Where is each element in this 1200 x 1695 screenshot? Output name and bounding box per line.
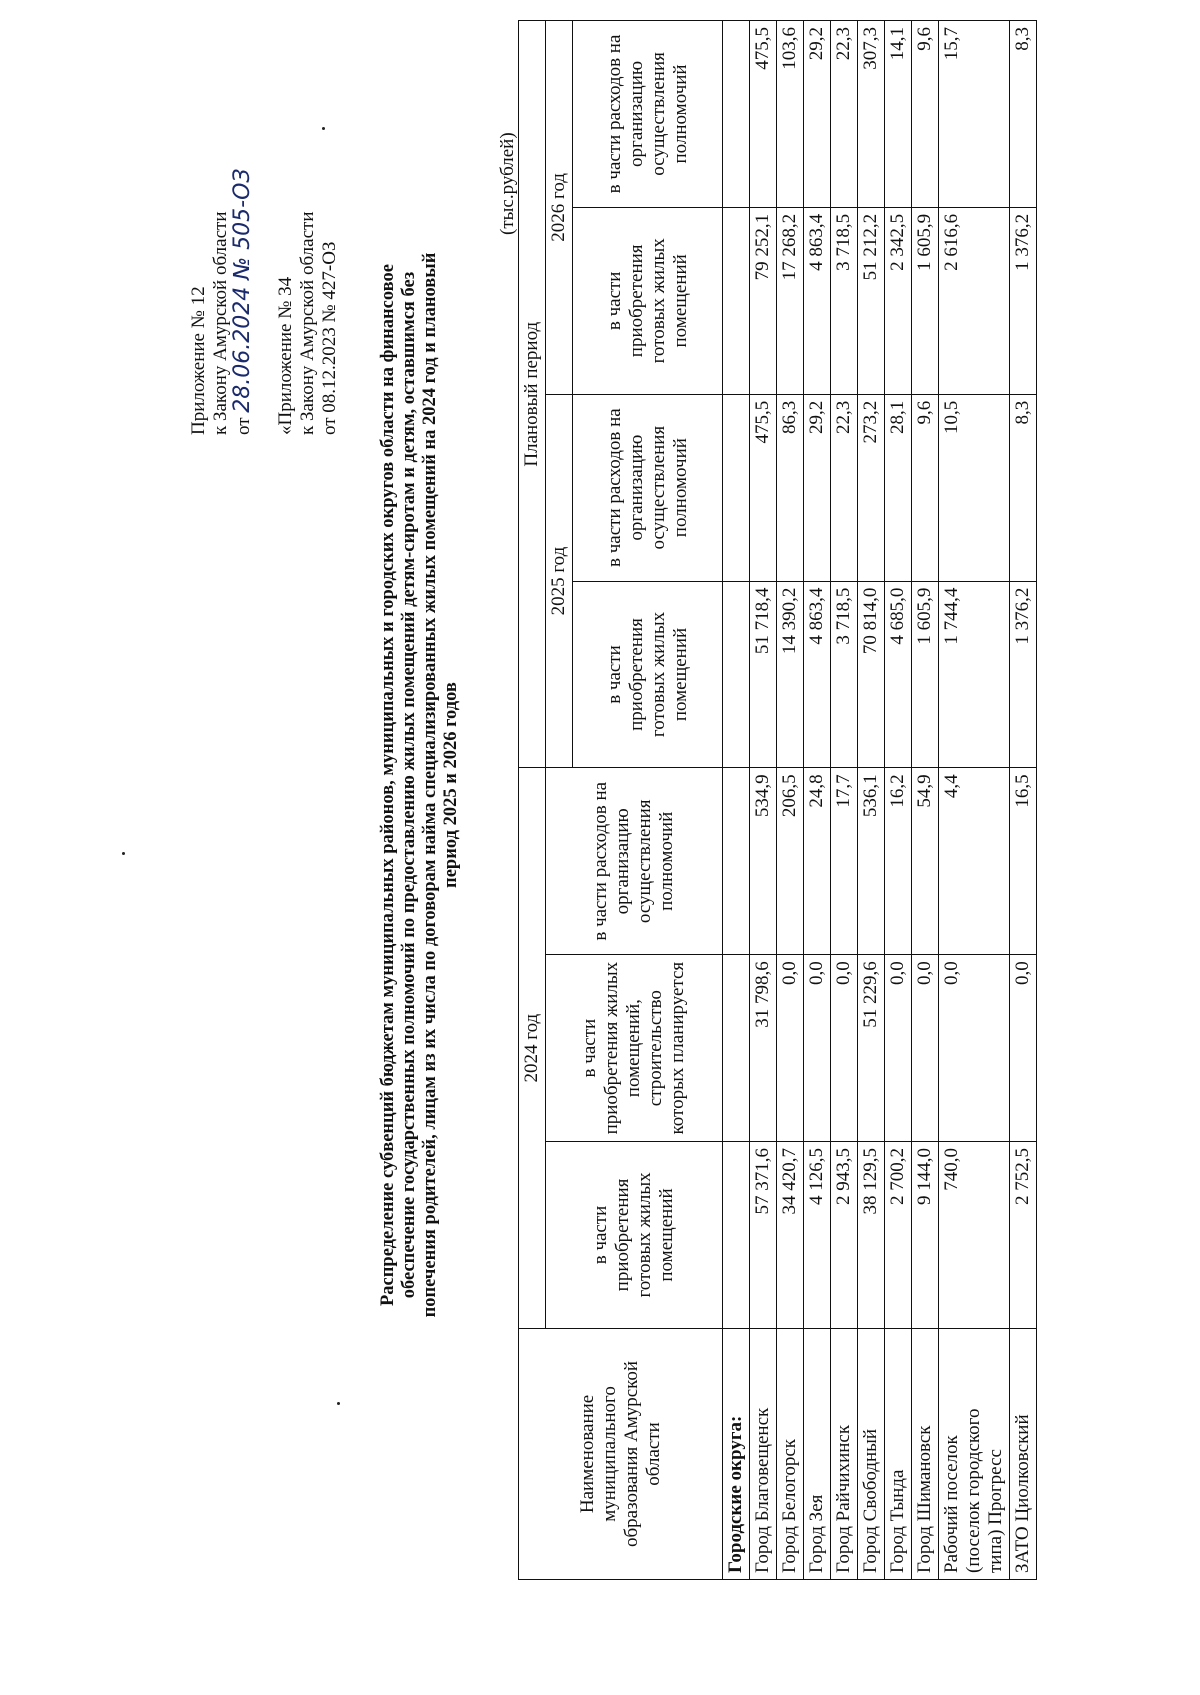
row-name-line: типа) Прогресс	[985, 1449, 1006, 1573]
table-row	[912, 21, 939, 1580]
cell-2026-org: 15,7	[939, 21, 1010, 208]
header-name: Наименование муниципального образования Амурской области	[519, 1328, 723, 1579]
cell-2024-construction: 31 798,6	[750, 955, 777, 1142]
cell-2026-org: 103,6	[777, 21, 804, 208]
cell-2024-org: 17,7	[831, 768, 858, 955]
cell-2026-org: 14,1	[885, 21, 912, 208]
original-appendix-date: от 08.12.2023 № 427-ОЗ	[319, 241, 340, 435]
header-2025: 2025 год	[546, 394, 573, 768]
cell-2025-org: 28,1	[885, 394, 912, 581]
cell-2024-org: 54,9	[912, 768, 939, 955]
cell-2024-org: 536,1	[858, 768, 885, 955]
cell-2024-ready: 9 144,0	[912, 1142, 939, 1329]
section-row	[723, 21, 750, 1580]
cell-2024-org: 4,4	[939, 768, 1010, 955]
header-2024-ready: в части приобретения готовых жилых помещений	[546, 1142, 723, 1329]
cell-2025-ready: 4 685,0	[885, 581, 912, 768]
cell-2026-ready: 2 342,5	[885, 207, 912, 394]
cell-2024-construction: 0,0	[777, 955, 804, 1142]
cell-2024-construction: 51 229,6	[858, 955, 885, 1142]
cell-2024-construction: 0,0	[1010, 955, 1037, 1142]
header-planned-period: Плановый период	[519, 21, 546, 768]
header-2025-org: в части расходов на организацию осуществления полномочий	[573, 394, 723, 581]
row-name-line: Рабочий поселок	[941, 1435, 962, 1573]
table-row	[1010, 21, 1037, 1580]
handwritten-date-number: 28.06.2024 № 505-ОЗ	[230, 168, 255, 413]
cell-2026-org: 29,2	[804, 21, 831, 208]
title-line: Распределение субвенций бюджетам муниципальных районов, муниципальных и городских округов области на финансовое	[378, 264, 398, 1307]
cell-2024-org: 534,9	[750, 768, 777, 955]
cell-2026-org: 8,3	[1010, 21, 1037, 208]
units-label: (тыс.рублей)	[497, 132, 518, 235]
cell-2026-ready: 1 605,9	[912, 207, 939, 394]
cell-2026-ready: 79 252,1	[750, 207, 777, 394]
cell-2025-ready: 1 605,9	[912, 581, 939, 768]
cell-2025-org: 29,2	[804, 394, 831, 581]
cell-2026-ready: 1 376,2	[1010, 207, 1037, 394]
table-row	[831, 21, 858, 1580]
cell-2025-org: 86,3	[777, 394, 804, 581]
row-name: Город Зея	[804, 1328, 831, 1579]
cell-2025-ready: 1 744,4	[939, 581, 1010, 768]
row-name: ЗАТО Циолковский	[1010, 1328, 1037, 1579]
cell-2025-ready: 4 863,4	[804, 581, 831, 768]
cell-2026-ready: 51 212,2	[858, 207, 885, 394]
cell-2024-org: 16,2	[885, 768, 912, 955]
header-2026-org: в части расходов на организацию осуществления полномочий	[573, 21, 723, 208]
scan-speck	[337, 1402, 340, 1405]
table-row	[804, 21, 831, 1580]
row-name: Город Благовещенск	[750, 1328, 777, 1579]
row-name: Город Райчихинск	[831, 1328, 858, 1579]
cell-2024-ready: 4 126,5	[804, 1142, 831, 1329]
cell-2026-org: 22,3	[831, 21, 858, 208]
cell-2025-org: 22,3	[831, 394, 858, 581]
table-row	[750, 21, 777, 1580]
appendix-block	[188, 75, 341, 435]
row-name	[939, 1328, 1010, 1579]
cell-2025-ready: 70 814,0	[858, 581, 885, 768]
cell-2024-org: 16,5	[1010, 768, 1037, 955]
table-row	[939, 21, 1010, 1580]
title-line: период 2025 и 2026 годов	[441, 682, 461, 888]
cell-2026-ready: 2 616,6	[939, 207, 1010, 394]
section-label: Городские округа:	[723, 1328, 750, 1579]
cell-2024-org: 24,8	[804, 768, 831, 955]
row-name-line: (поселок городского	[963, 1408, 984, 1573]
original-appendix-law: к Закону Амурской области	[297, 211, 318, 435]
cell-2026-org: 475,5	[750, 21, 777, 208]
cell-2024-construction: 0,0	[804, 955, 831, 1142]
cell-2025-ready: 14 390,2	[777, 581, 804, 768]
header-2024-construction: в части приобретения жилых помещений, строительство которых планируется	[546, 955, 723, 1142]
header-2024: 2024 год	[519, 768, 546, 1328]
cell-2024-construction: 0,0	[939, 955, 1010, 1142]
table-row	[858, 21, 885, 1580]
cell-2025-org: 475,5	[750, 394, 777, 581]
row-name: Город Свободный	[858, 1328, 885, 1579]
cell-2024-ready: 38 129,5	[858, 1142, 885, 1329]
header-2026: 2026 год	[546, 21, 573, 395]
cell-2024-org: 206,5	[777, 768, 804, 955]
cell-2025-org: 10,5	[939, 394, 1010, 581]
cell-2024-construction: 0,0	[912, 955, 939, 1142]
cell-2026-ready: 17 268,2	[777, 207, 804, 394]
appendix-law: к Закону Амурской области	[210, 211, 231, 435]
cell-2025-ready: 51 718,4	[750, 581, 777, 768]
table-row	[885, 21, 912, 1580]
header-2026-ready: в части приобретения готовых жилых помещений	[573, 207, 723, 394]
cell-2025-org: 273,2	[858, 394, 885, 581]
row-name: Город Белогорск	[777, 1328, 804, 1579]
document-title	[378, 75, 462, 1495]
header-2025-ready: в части приобретения готовых жилых помещений	[573, 581, 723, 768]
cell-2026-org: 9,6	[912, 21, 939, 208]
cell-2024-ready: 2 943,5	[831, 1142, 858, 1329]
cell-2024-ready: 2 700,2	[885, 1142, 912, 1329]
cell-2024-ready: 57 371,6	[750, 1142, 777, 1329]
cell-2024-ready: 740,0	[939, 1142, 1010, 1329]
cell-2024-construction: 0,0	[831, 955, 858, 1142]
row-name: Город Шимановск	[912, 1328, 939, 1579]
subsidy-table	[518, 20, 1037, 1580]
cell-2025-ready: 1 376,2	[1010, 581, 1037, 768]
cell-2025-ready: 3 718,5	[831, 581, 858, 768]
appendix-date-line	[232, 75, 255, 435]
cell-2026-org: 307,3	[858, 21, 885, 208]
cell-2024-ready: 34 420,7	[777, 1142, 804, 1329]
original-appendix-number: «Приложение № 34	[275, 276, 296, 435]
cell-2024-construction: 0,0	[885, 955, 912, 1142]
scan-speck	[122, 852, 125, 855]
cell-2026-ready: 3 718,5	[831, 207, 858, 394]
cell-2026-ready: 4 863,4	[804, 207, 831, 394]
cell-2024-ready: 2 752,5	[1010, 1142, 1037, 1329]
appendix-number: Приложение № 12	[188, 286, 209, 435]
header-2024-org: в части расходов на организацию осуществления полномочий	[546, 768, 723, 955]
cell-2025-org: 9,6	[912, 394, 939, 581]
title-line: обеспечение государственных полномочий по предоставлению жилых помещений детям-сиротам и детям, оставшимся без	[399, 271, 419, 1299]
appendix-date-prefix: от	[233, 417, 254, 435]
cell-2025-org: 8,3	[1010, 394, 1037, 581]
title-line: попечения родителей, лицам из их числа по договорам найма специализированных жилых помещений на 2024 год и плановый	[420, 252, 440, 1318]
row-name: Город Тында	[885, 1328, 912, 1579]
table-row	[777, 21, 804, 1580]
